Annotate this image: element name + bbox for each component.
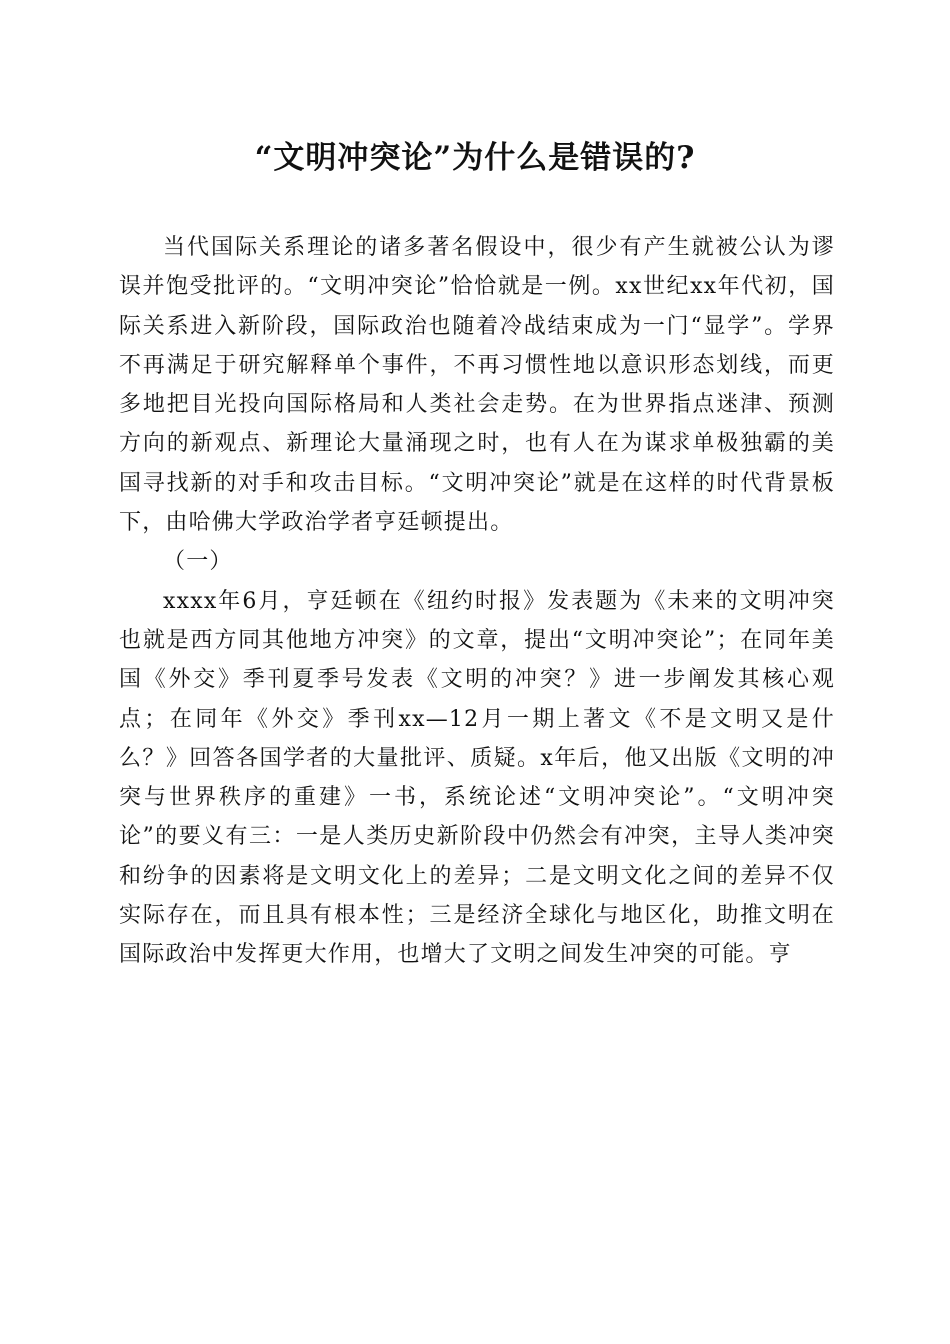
document-body bbox=[119, 228, 835, 975]
document-title: “文明冲突论”为什么是错误的? bbox=[254, 140, 696, 176]
paragraph-section-1: xxxx年6月，亨廷顿在《纽约时报》发表题为《未来的文明冲突也就是西方同其他地方冲突》的文章，提出“文明冲突论”；在同年美国《外交》季刊夏季号发表《文明的冲突？》进一步阐发其核心观点；在同年《外交》季刊xx—12月一期上著文《不是文明又是什么？》回答各国学者的大量批评、质疑。x年后，他又出版《文明的冲突与世界秩序的重建》一书，系统论述“文明冲突论”。“文明冲突论”的要义有三：一是人类历史新阶段中仍然会有冲突，主导人类冲突和纷争的因素将是文明文化上的差异；二是文明文化之间的差异不仅实际存在，而且具有根本性；三是经济全球化与地区化，助推文明在国际政治中发挥更大作用，也增大了文明之间发生冲突的可能。亨 bbox=[119, 588, 835, 968]
section-heading: （一） bbox=[163, 549, 233, 575]
paragraph-intro: 当代国际关系理论的诸多著名假设中，很少有产生就被公认为谬误并饱受批评的。“文明冲突论”恰恰就是一例。xx世纪xx年代初，国际关系进入新阶段，国际政治也随着冷战结束成为一门“显学”。学界不再满足于研究解释单个事件，不再习惯性地以意识形态划线，而更多地把目光投向国际格局和人类社会走势。在为世界指点迷津、预测方向的新观点、新理论大量涌现之时，也有人在为谋求单极独霸的美国寻找新的对手和攻击目标。“文明冲突论”就是在这样的时代背景板下，由哈佛大学政治学者亨廷顿提出。 bbox=[119, 235, 835, 536]
